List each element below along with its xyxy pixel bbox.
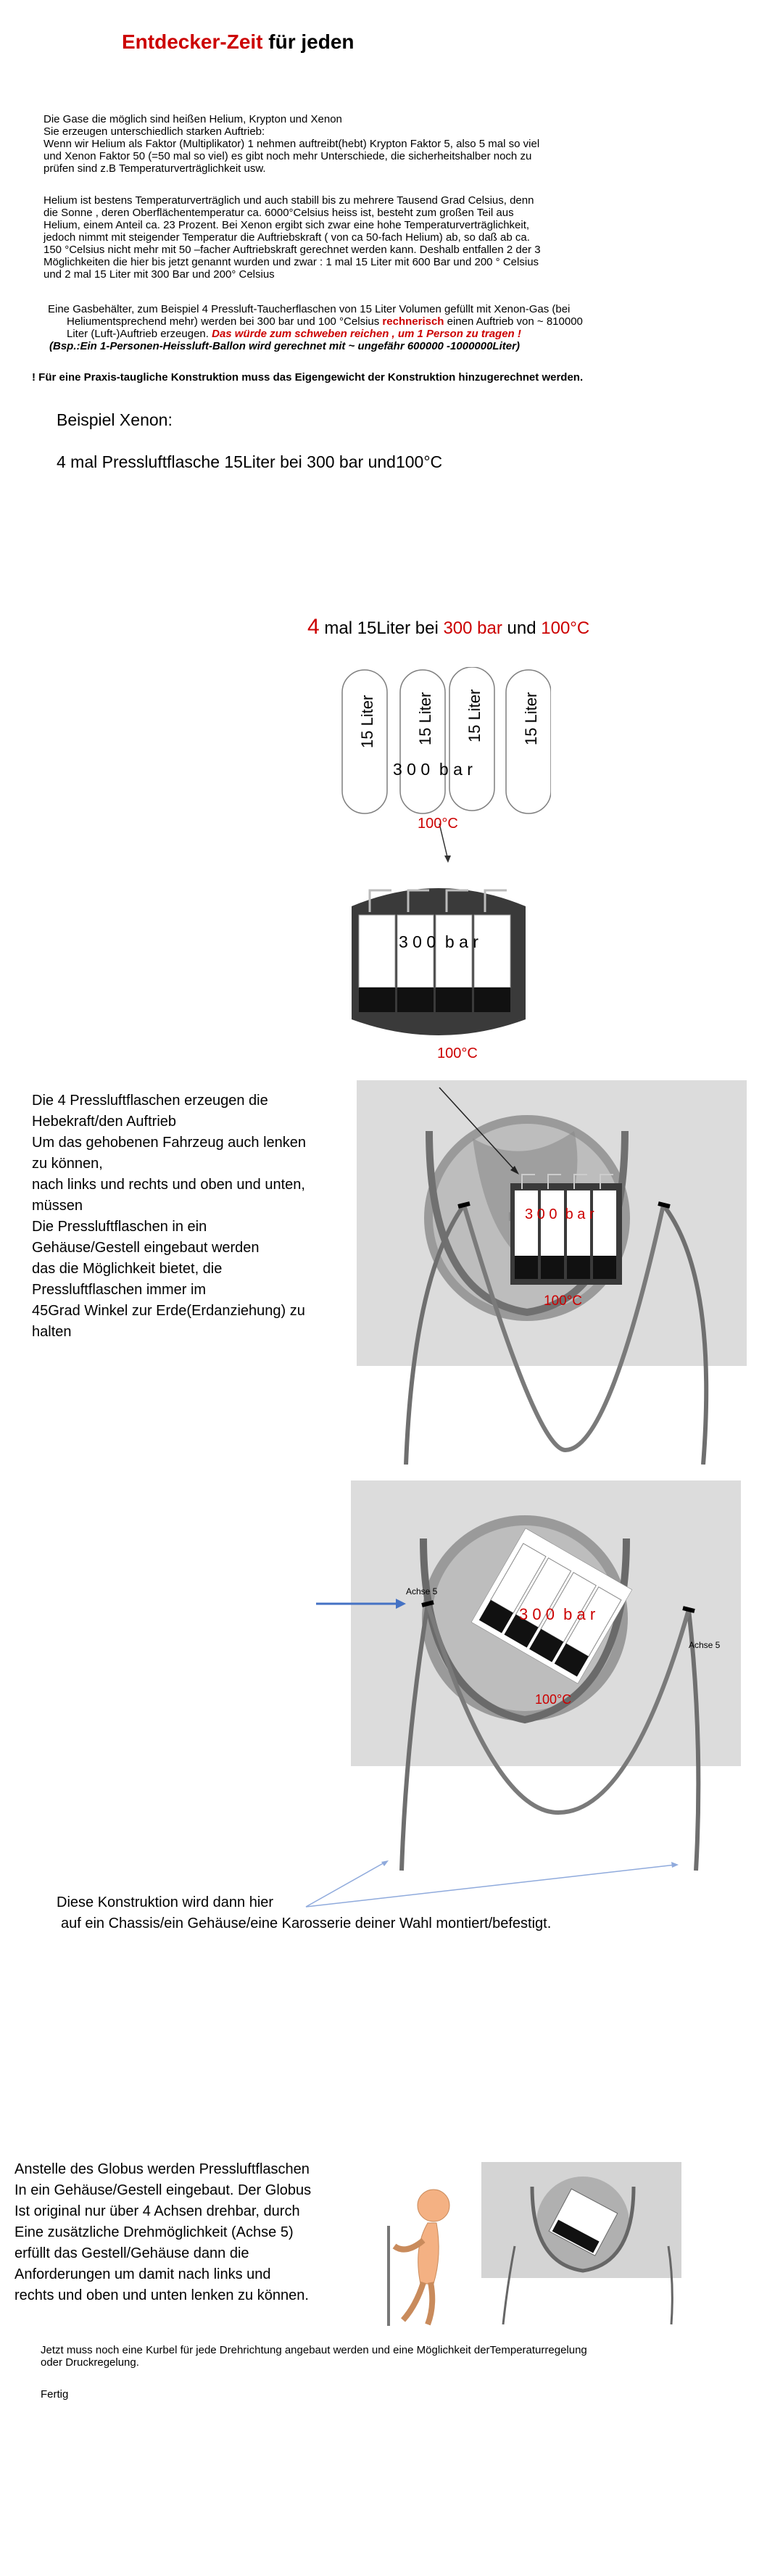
blue-arrow-icon [315,1595,409,1610]
intro-line: Sie erzeugen unterschiedlich starken Auftrieb: [43,125,265,138]
helium-line: die Sonne , deren Oberflächentemperatur ca. 6000°Celsius heiss ist, besteht zum großen Teil aus [43,207,514,219]
diagram-title: 4 mal 15Liter bei 300 bar und 100°C [307,615,590,639]
bottle-label: 15 Liter [358,695,376,748]
intro-line: und Xenon Faktor 50 (=50 mal so viel) es gibt noch mehr Unterschiede, die sicherheitshalber noch zu [43,150,532,162]
stand-frame-3 [500,2240,681,2327]
bottle-pack [348,877,529,1044]
bottle-label: 15 Liter [465,689,484,742]
gas-line: (Bsp.:Ein 1-Personen-Heissluft-Ballon wird gerechnet mit ~ ungefähr 600000 -1000000Liter) [49,340,520,352]
photo-2-temp: 100°C [535,1692,572,1707]
pressure-label: 3 0 0 b a r [393,760,473,779]
chassis-line: auf ein Chassis/ein Gehäuse/eine Karosserie deiner Wahl montiert/befestigt. [61,1916,552,1931]
helium-line: jedoch nimmt mit steigender Temperatur die Auftriebskraft ( von ca 50-fach Helium) ab, so daß ab ca. [43,231,530,244]
photo-1-pressure: 3 0 0 b a r [525,1206,594,1222]
intro-paragraph [43,113,594,175]
helium-line: und 2 mal 15 Liter mit 300 Bar und 200° Celsius [43,268,275,281]
page-title: Entdecker-Zeit für jeden [122,30,355,53]
axis-label-left: Achse 5 [406,1586,438,1596]
bottle-diagram [333,667,551,819]
pack-pressure-label: 3 0 0 b a r [399,932,478,951]
gas-line: Liter (Luft-)Auftrieb erzeugen. Das würde zum schweben reichen , um 1 Person zu tragen ! [67,328,521,340]
axis-label-right: Achse 5 [689,1640,721,1650]
final-line: Jetzt muss noch eine Kurbel für jede Drehrichtung angebaut werden und eine Möglichkeit derTemperaturregelung [41,2344,587,2356]
photo-1-temp: 100°C [544,1293,583,1309]
final-line: oder Druckregelung. [41,2356,139,2369]
helium-line: 150 °Celsius nicht mehr mit 50 –facher Auftriebskraft gerechnet werden kann. Deshalb entfallen 2 der 3 [43,244,541,256]
pack-temp-label: 100°C [437,1045,478,1061]
photo-1-bottles-svg [510,1169,622,1285]
warning-text: ! Für eine Praxis-taugliche Konstruktion muss das Eigengewicht der Konstruktion hinzugerechnet werden. [32,371,584,384]
person-figure-icon [384,2182,464,2327]
gas-line: Heliumentsprechend mehr) werden bei 300 bar und 100 °Celsius rechnerisch einen Auftrieb von ~ 810000 [67,315,583,328]
bottle-pack-svg [348,877,529,1044]
photo-2-pressure: 3 0 0 b a r [519,1605,596,1623]
example-line: 4 mal Pressluftflasche 15Liter bei 300 bar und100°C [57,452,443,471]
chassis-paragraph [57,1892,709,1934]
lift-paragraph: Die 4 Pressluftflaschen erzeugen die Hebekraft/den Auftrieb Um das gehobenen Fahrzeug auch lenken zu können, nach links und rechts und oben und unten, müssen Die Pressluftflaschen in ein Gehäuse/Gestell eingebaut werden das die Möglichkeit bietet, die Pressluftflaschen immer im 45Grad Winkel zur Erde(Erdanziehung) zu halten [32,1093,307,1340]
gas-line: Eine Gasbehälter, zum Beispiel 4 Pressluft-Taucherflaschen von 15 Liter Volumen gefüllt mit Xenon-Gas (bei [48,303,571,315]
chassis-line: Diese Konstruktion wird dann hier [57,1894,274,1910]
bottle-label: 15 Liter [522,692,540,745]
helium-paragraph [43,194,594,281]
example-label: Beispiel Xenon: [57,410,173,429]
pointer-arrow-icon [438,1086,525,1180]
photo-1-bottles [510,1169,622,1285]
globe-paragraph: Anstelle des Globus werden Pressluftflaschen In ein Gehäuse/Gestell eingebaut. Der Globus Ist original nur über 4 Achsen drehbar, durch Eine zusätzliche Drehmöglichkeit (Achse 5) erfüllt das Gestell/Gehäuse dann die Anforderungen um damit nach links und rechts und oben und unten lenken zu können. [14,2161,312,2303]
helium-line: Möglichkeiten die hier bis jetzt genannt wurden und zwar : 1 mal 15 Liter mit 600 Bar und 200 ° Celsius [43,256,539,268]
intro-line: Die Gase die möglich sind heißen Helium, Krypton und Xenon [43,113,342,125]
helium-line: Helium ist bestens Temperaturverträglich und auch stabill bis zu mehrere Tausend Grad Celsius, denn [43,194,534,207]
bottle-label: 15 Liter [416,692,434,745]
final-paragraph [41,2344,587,2369]
temp-label: 100°C [418,816,458,832]
intro-line: prüfen sind z.B Temperaturverträglichkeit usw. [43,162,266,175]
intro-line: Wenn wir Helium als Faktor (Multiplikator) 1 nehmen auftreibt(hebt) Krypton Faktor 5, also 5 mal so viel [43,138,540,150]
gas-paragraph [48,303,700,352]
helium-line: Helium, einem Anteil ca. 23 Prozent. Bei Xenon ergibt sich zwar eine hohe Temperaturverträglichkeit, [43,219,530,231]
fertig-text: Fertig [41,2388,69,2401]
